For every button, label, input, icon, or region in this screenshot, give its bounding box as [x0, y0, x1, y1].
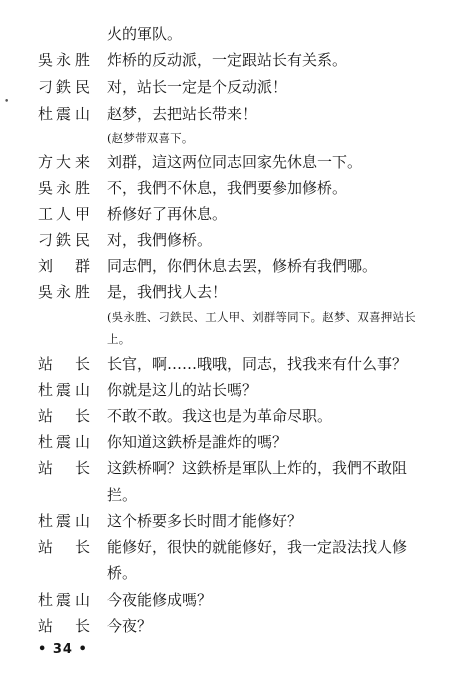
dialogue-text: 对，站长一定是个反动派！ — [107, 78, 288, 96]
dialogue-line — [0, 352, 463, 376]
speaker-name: 站 长 — [38, 617, 91, 635]
dialogue-line — [0, 22, 463, 46]
page-number: • 34 • — [38, 642, 88, 657]
dialogue-line — [0, 588, 463, 612]
dialogue-text: 赵梦，去把站长带来！ — [107, 105, 258, 123]
speaker-name: 刁 鉄 民 — [38, 231, 91, 249]
dialogue-text: 同志們，你們休息去罢，修桥有我們哪。 — [107, 257, 378, 275]
dialogue-text: 这个桥要多长时間才能修好？ — [107, 512, 303, 530]
dialogue-text: 你就是这儿的站长嗎？ — [107, 381, 258, 399]
dialogue-text: 拦。 — [107, 486, 138, 504]
dialogue-line — [0, 327, 463, 351]
dialogue-line — [0, 378, 463, 402]
speaker-name: 杜 震 山 — [38, 433, 91, 451]
speaker-name: 吳 永 胜 — [38, 283, 91, 301]
speaker-name: 刁 鉄 民 — [38, 78, 91, 96]
dialogue-text: 长官，啊……哦哦，同志，找我来有什么事？ — [107, 355, 408, 373]
speaker-name: 站 长 — [38, 407, 91, 425]
dialogue-line — [0, 48, 463, 72]
dialogue-line — [0, 305, 463, 329]
dialogue-line — [0, 535, 463, 559]
speaker-name: 站 长 — [38, 538, 91, 556]
dialogue-line — [0, 228, 463, 252]
speaker-name: 站 长 — [38, 459, 91, 477]
speaker-name: 杜 震 山 — [38, 512, 91, 530]
dialogue-text: 不，我們不休息，我們要參加修桥。 — [107, 179, 348, 197]
speaker-name: 吳 永 胜 — [38, 51, 91, 69]
dialogue-text: 你知道这鉄桥是誰炸的嗎？ — [107, 433, 288, 451]
stage-direction: 上。 — [107, 332, 131, 346]
dialogue-text: 桥修好了再休息。 — [107, 205, 228, 223]
dialogue-text: 是，我們找人去！ — [107, 283, 228, 301]
speaker-name: 刘 群 — [38, 257, 91, 275]
speaker-name: 吳 永 胜 — [38, 179, 91, 197]
dialogue-line — [0, 150, 463, 174]
speaker-name: 工 人 甲 — [38, 205, 91, 223]
speaker-name: 杜 震 山 — [38, 591, 91, 609]
speaker-name: 方 大 来 — [38, 153, 91, 171]
stage-direction: (吳永胜、刁鉄民、工人甲、刘群等同下。赵梦、双喜押站长 — [107, 310, 416, 324]
speaker-name: 杜 震 山 — [38, 105, 91, 123]
dialogue-text: 炸桥的反动派，一定跟站长有关系。 — [107, 51, 348, 69]
dialogue-text: 火的軍队。 — [107, 25, 183, 43]
dialogue-line — [0, 509, 463, 533]
dialogue-line — [0, 280, 463, 304]
dialogue-line — [0, 126, 463, 150]
dialogue-line — [0, 561, 463, 585]
speaker-name: 站 长 — [38, 355, 91, 373]
dialogue-text: 刘群，這这两位同志回家先休息一下。 — [107, 153, 363, 171]
dialogue-text: 今夜？ — [107, 617, 153, 635]
dialogue-text: 能修好，很快的就能修好，我一定設法找人修 — [107, 538, 408, 556]
stage-direction: (赵梦带双喜下。 — [107, 131, 194, 145]
dialogue-text: 这鉄桥啊？这鉄桥是軍队上炸的，我們不敢阻 — [107, 459, 408, 477]
dialogue-text: 不敢不敢。我这也是为革命尽职。 — [107, 407, 333, 425]
dialogue-line — [0, 75, 463, 99]
dialogue-line — [0, 483, 463, 507]
dialogue-line — [0, 456, 463, 480]
margin-mark: • — [4, 97, 10, 107]
dialogue-text: 今夜能修成嗎？ — [107, 591, 213, 609]
dialogue-line — [0, 102, 463, 126]
dialogue-text: 桥。 — [107, 564, 138, 582]
dialogue-line — [0, 176, 463, 200]
dialogue-line — [0, 614, 463, 638]
speaker-name: 杜 震 山 — [38, 381, 91, 399]
dialogue-line — [0, 254, 463, 278]
dialogue-line — [0, 404, 463, 428]
dialogue-line — [0, 202, 463, 226]
dialogue-line — [0, 430, 463, 454]
dialogue-text: 对，我們修桥。 — [107, 231, 213, 249]
